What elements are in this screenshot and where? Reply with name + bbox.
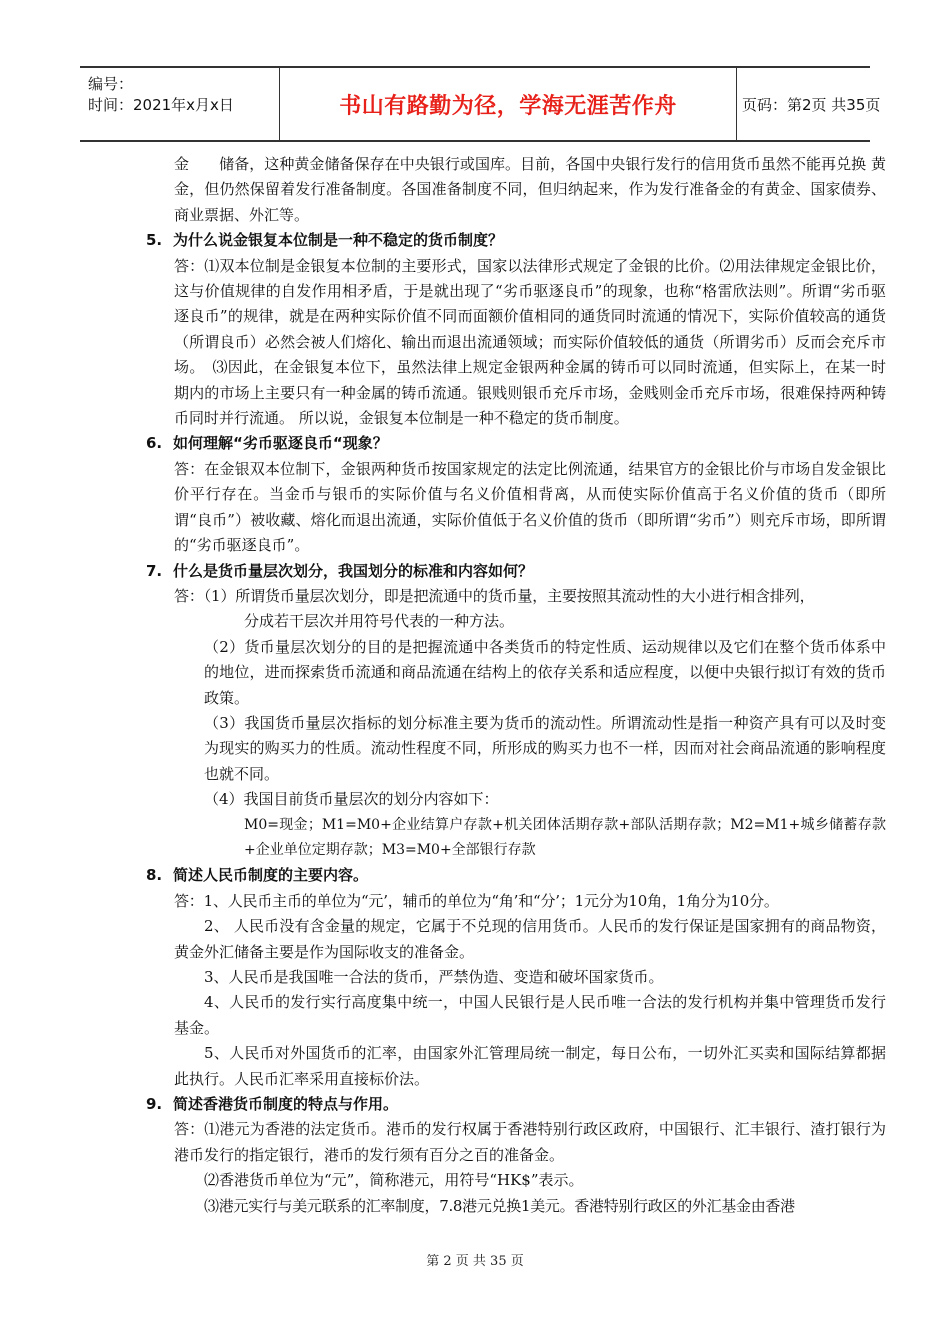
header-info-cell	[80, 68, 280, 140]
answer-6: 答：在金银双本位制下，金银两种货币按国家规定的法定比例流通，结果官方的金银比价与市场自发金银比价平行存在。当金币与银币的实际价值与名义价值相背离，从而使实际价值高于名义价值的货币（即所谓“良币”）被收藏、熔化而退出流通，实际价值低于名义价值的货币（即所谓“劣币”）则充斥市场，即所谓的“劣币驱逐良币”。	[174, 459, 886, 555]
header-page-number: 页码：第2页 共35页	[742, 95, 881, 114]
header-page-cell	[736, 68, 881, 140]
page-footer	[0, 1250, 950, 1269]
answer-8-item-5: 5、人民币对外国货币的汇率，由国家外汇管理局统一制定，每日公布，一切外汇买卖和国际结算都据此执行。人民币汇率采用直接标价法。	[174, 1044, 886, 1088]
answer-7-item-4-detail: M0=现金；M1=M0+企业结算户存款+机关团体活期存款+部队活期存款；M2=M1+城乡储蓄存款+企业单位定期存款；M3=M0+全部银行存款	[244, 816, 886, 858]
answer-8-item-4: 4、人民币的发行实行高度集中统一，中国人民银行是人民币唯一合法的发行机构并集中管理货币发行基金。	[174, 993, 886, 1037]
header-motto-cell	[280, 68, 737, 140]
question-text: 为什么说金银复本位制是一种不稳定的货币制度？	[173, 231, 504, 250]
page-header	[80, 66, 881, 142]
question-text: 简述香港货币制度的特点与作用。	[173, 1095, 399, 1114]
paragraph-intro: 金 储备，这种黄金储备保存在中央银行或国库。目前，各国中央银行发行的信用货币虽然不能再兑换 黄金，但仍然保留着发行准备制度。各国准备制度不同，但归纳起来，作为发行准备金的有黄金、国家债券、商业票据、外汇等。	[174, 155, 886, 224]
header-motto: 书山有路勤为径，学海无涯苦作舟	[339, 93, 677, 119]
question-8	[146, 863, 886, 888]
answer-7-item-2: （2）货币量层次划分的目的是把握流通中各类货币的特定性质、运动规律以及它们在整个货币体系中的地位，进而探索货币流通和商品流通在结构上的依存关系和适应程度，以便中央银行拟订有效的货币政策。	[204, 637, 886, 707]
answer-8-item-3: 3、人民币是我国唯一合法的货币，严禁伪造、变造和破坏国家货币。	[204, 968, 664, 986]
answer-8-item-2: 2、 人民币没有含金量的规定，它属于不兑现的信用货币。人民币的发行保证是国家拥有的商品物资，黄金外汇储备主要是作为国际收支的准备金。	[174, 917, 886, 961]
question-number: 5.	[146, 231, 163, 250]
answer-5: 答：⑴双本位制是金银复本位制的主要形式，国家以法律形式规定了金银的比价。⑵用法律规定金银比价，这与价值规律的自发作用相矛盾，于是就出现了“劣币驱逐良币”的现象，也称“格雷欣法则”。所谓“劣币驱逐良币”的规律，就是在两种实际价值不同而面额价值相同的通货同时流通的情况下，实际价值较高的通货（所谓良币）必然会被人们熔化、输出而退出流通领域；而实际价值较低的通货（所谓劣币）反而会充斥市场。 ⑶因此，在金银复本位下，虽然法律上规定金银两种金属的铸币可以同时流通，但实际上，在某一时期内的市场上主要只有一种金属的铸币流通。银贱则银币充斥市场，金贱则金币充斥市场，很难保持两种铸币同时并行流通。 所以说，金银复本位制是一种不稳定的货币制度。	[174, 256, 886, 428]
document-date: 时间：2021年x月x日	[88, 96, 234, 114]
answer-7-item-4: （4）我国目前货币量层次的划分内容如下：	[204, 790, 499, 809]
answer-7-item-3: （3）我国货币量层次指标的划分标准主要为货币的流动性。所谓流动性是指一种资产具有可以及时变为现实的购买力的性质。流动性程度不同，所形成的购买力也不一样，因而对社会商品流通的影响程度也就不同。	[204, 713, 886, 783]
question-number: 9.	[146, 1095, 163, 1114]
footer-page-number: 第 2 页 共 35 页	[426, 1254, 524, 1269]
question-6	[146, 431, 886, 456]
document-code: 编号：	[88, 75, 134, 93]
answer-9-item-1: 答：⑴港元为香港的法定货币。港币的发行权属于香港特别行政区政府，中国银行、汇丰银行、渣打银行为港币发行的指定银行，港币的发行须有百分之百的准备金。	[174, 1120, 886, 1164]
question-number: 8.	[146, 866, 163, 885]
question-number: 6.	[146, 434, 163, 453]
document-body	[0, 152, 950, 1219]
answer-7-item-1-cont: 分成若干层次并用符号代表的一种方法。	[244, 612, 515, 631]
answer-9-item-2: ⑵香港货币单位为“元”，简称港元，用符号“HK$”表示。	[204, 1171, 584, 1190]
question-text: 什么是货币量层次划分，我国划分的标准和内容如何？	[173, 561, 534, 580]
answer-9-item-3: ⑶港元实行与美元联系的汇率制度，7.8港元兑换1美元。香港特别行政区的外汇基金由香港	[204, 1196, 795, 1215]
question-5	[146, 228, 886, 253]
question-number: 7.	[146, 561, 163, 580]
answer-7-item-1: 答：（1）所谓货币量层次划分，即是把流通中的货币量，主要按照其流动性的大小进行相含排列，	[174, 586, 815, 605]
question-text: 简述人民币制度的主要内容。	[173, 866, 369, 885]
question-text: 如何理解“劣币驱逐良币“现象？	[173, 434, 388, 453]
answer-8-item-1: 答：1、人民币主币的单位为“元’，辅币的单位为“角’和“分’；1元分为10角，1角分为10分。	[174, 891, 779, 910]
question-7	[146, 559, 886, 584]
question-9	[146, 1092, 886, 1117]
